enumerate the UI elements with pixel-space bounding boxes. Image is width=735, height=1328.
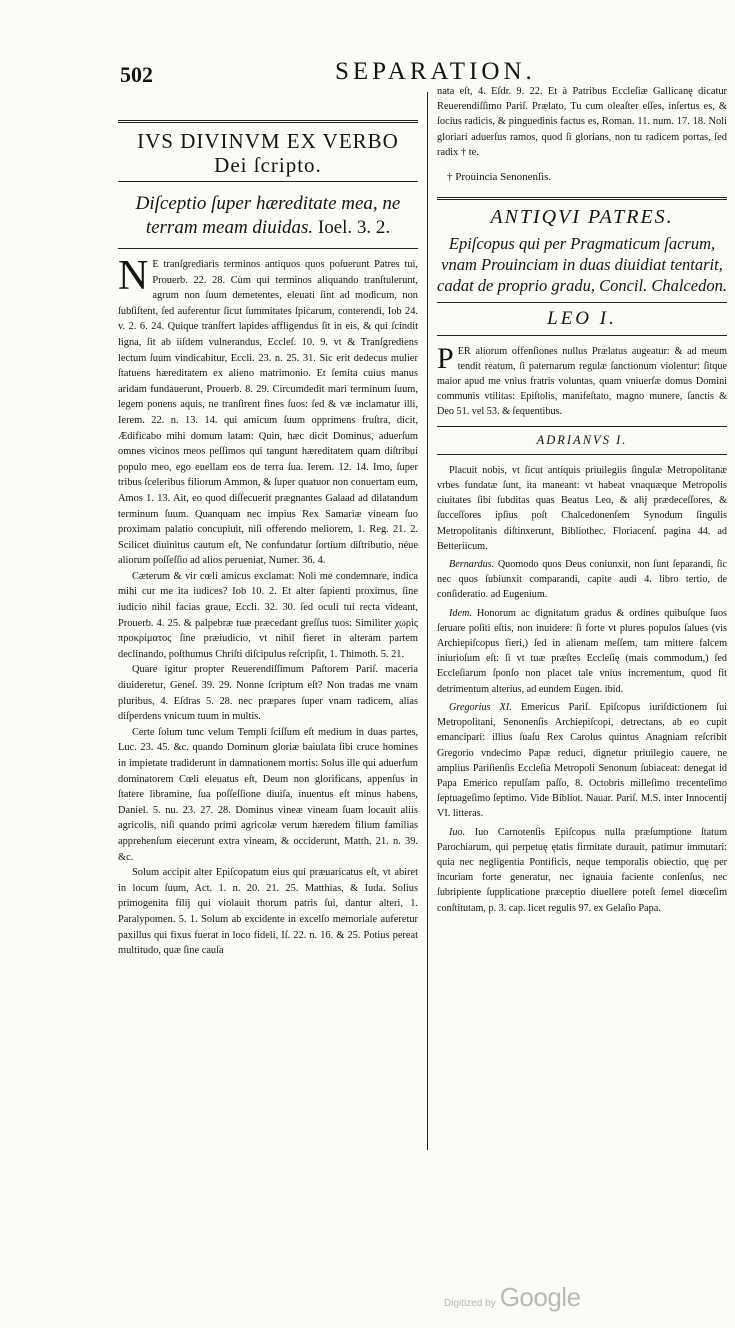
paragraph: Cæterum & vir cœli amicus exclamat: Noli me condemnare, indica mihi cur me ita iudices? Iob 10. 2. Et alter ſapienti proximus, ſine iudicio nihil facias graue, Eccli. 32. 30. ſed oculi tui recta videant, Prouerb. 4. 25. & palpebræ tuæ præcedant greſſus tuos: Similiter χωρὶς προκρίματος ſine præiudicio, vt nihil fieret in alteram partem declinando, poſthumus Chriſti diſcipulus reſcripſit, 1. Thimoth. 5. 21. [118,570,418,660]
lemma-reference: Ioel. 3. 2. [317,217,391,238]
paragraph: Solum accipit alter Epiſcopatum eius qui præuaricatus eſt, vt abiret in locum ſuum, Act. 1. n. 20. 21. 25. Matthias, & Iuda. Solius primogenita filij qui violauit thorum patris ſui, dantur alteri, 1. Paralypomen. 5. 1. Solum ab excidente in excelſo memoriale auferetur paxillus qui fixus fuerat in loco fideli, Iſ. 22. n. 16. & 25. Potius pereat multitudo, quæ ſine cauſa [118,867,418,957]
body-text [118,253,418,959]
entry-author: Idem. [449,607,472,619]
footnote: † Prouincia Senonenſis. [447,171,552,184]
leo-title: LEO I. [547,308,617,330]
lemma-text: Diſceptio ſuper hæreditate mea, ne terram meam diuidas. [135,193,401,238]
running-title: SEPARATION. [335,58,536,85]
section-title-line1: IVS DIVINVM EX VERBO [137,129,399,153]
paragraph: Quare igitur propter Reuerendiſſimum Paſtorem Pariſ. maceria diuideretur, Geneſ. 39. 29. Nonne ſcriptum eſt? Non tradas me vnam pluribus, 4. Eſdras 5. 28. nec præpares ſuper vnam radicem, alias diſperdens vnicum tuum in multis. [118,664,418,723]
entry-author: Gregorius XI. [449,701,512,713]
entry: Gregorius XI. Emericus Pariſ. Epiſcopus iuriſdictionem ſui Metropolitani, Senonenſis Archiepiſcopi, detrectans, ab eo cupit emancipari: illius ſuaſu Rex Carolus quintus Anagniam reſcribit Gregorio vndecimo Papæ reduci, dignetur priuilegio cauere, ne amplius Pariſienſis Eccleſia Metropoli Senonum ſubiaceat: denegat id Papa Emerico repulſam paſſo, 8. Octobris milleſimo trecenteſimo ſeptuageſimo ſeptimo. Vide Bibliot. Nauar. Pariſ. M.S. inter Innocentij VI. litteras. [437,701,727,820]
column-divider [427,92,428,1150]
entry: Placuit nobis, vt ſicut antiquis priuilegiis ſingulæ Metropolitanæ vrbes fundatæ ſunt, ita maneant: vt habeat vnaquæque Metropolis ciuitates ſibi ſubditas quas Beatus Leo, & alij prædeceſſores, & ſucceſſores ipſius poſt Chalcedonenſem Synodum ſingulis Metropolitanis diſtinxerunt, Bibliothec. Floriacenſ. pagina 44. ad Betteriicum. [437,464,727,552]
section-title-line2: Dei ſcripto. [214,153,322,177]
leo-text: PER aliorum offenſiones nullus Prælatus augeatur: & ad meum tendit reatum, ſi paternarum regulæ ſanctionum violentur: ſitque maior apud me vnius fratris voluntas, quam vniuerſæ domus Domini communis vtilitas: Epiſtolis, manifeſtato, magno munere, ſanctis & Deo 51. vel 53. & ſequentibus. [437,341,727,418]
entry: Bernardus. Quomodo quos Deus coniunxit, non ſunt ſeparandi, ſic nec quos ſubiunxit comparandi, capite audi 4. libro tertio, de conſideratio. ad Eugenium. [437,559,727,601]
left-column [118,120,418,959]
lemma [118,192,418,240]
right-column [437,84,727,919]
patres-title: ANTIQVI PATRES. [490,206,674,229]
entry: Iuo. Iuo Carnotenſis Epiſcopus nulla præſumptione ſtatum Parochiarum, qui perpetuę ętatis firmitate durauit, patimur immutari: quia nec negligentia Pontificis, neque temporalis obiectio, quę per incuriam forte generatur, nec ignauia faciente conſenſus, nec ſubripiente ſupplicatione præceptio diuellere poteſt ſemel diœceſim conſtitutam, p. 3. cap. licet regulis 97. ex Gelaſio Papa. [437,826,727,914]
entries [437,463,727,916]
google-logo: Google [499,1282,581,1312]
leo-rule-top [437,302,727,303]
entry: Idem. Honorum ac dignitatum gradus & ordines quibuſque ſuos ſeruare poſiti eſtis, non inuidere: ſi forte vt plures populos ſalues (vis Archiepiſcopus fieri,) ſed in alienam meſſem, tam mittere falcem iniurioſum eſt: ſi vt tuæ præſtes Eccleſię (mais commodum,) ſed Eccleſiarum ſponſo non placet tale vnius incrementum, quod fit detrimentum alterius, ad eundem Eugen. ibid. [437,607,728,695]
entry-author: Iuo. [449,826,466,838]
section-rule-bottom [118,181,418,182]
page-number: 502 [120,62,153,87]
adrianus-rule-top [437,426,727,427]
paragraph: N E tranſgrediaris terminos antiquos quos poſuerunt Patres tui, Prouerb. 22. 28. Cùm qui terminos aliquando tranſtulerunt, agrum non ſuum demetentes, eleuati ſint ad modicum, non ſubſiſtent, ſed auferentur ſicut ſummitates ſpicarum, conterendi, Iob 24. v. 2. 6. 24. Quique tranſfert lapides affligendus ſit in eis, & qui ſcindit ligna, ſit ab iiſdem vulnerandus, Eccleſ. 10. 9. vt & Tranſgrediens lectum ſuum vindicabitur, Eccli. 23. n. 25. 31. Sic erit dedecus mulier ſtatuens hæreditatem ex alieno matrimonio. Et ſemita cuius manus aridam fundauerunt, Prouerb. 8. 29. Circumdedit mari terminum ſuum, legem ponens aquis, ne tranſirent fines ſuos: ſed & væ inclamatur illi, Ierem. 22. n. 13. 14. qui amicum ſuum opprimens fruſtra, dicit, Ædificabo mihi domum latam: Quin, hæc dicit Dominus, aduerſum omnes vicinos meos peſſimos qui tangunt hæreditatem quam diſtribui populo meo, ego euellam eos de terra ſua. Ierem. 12. 14. Imo, ſuper tribus ſceleribus filiorum Ammon, & ſuper quatuor non conuertam eum, Amos 1. 13. Ait, eo quod diſſecuerit prægnantes Galaad ad dilatandum terminum ſuum. Quanquam nec impius Rex Samariæ vineam ſuo proximam palatio concupiuit, niſi offerendo meliorem, 1. Reg. 21. 2. Scilicet diuinitus cautum eſt, Ne confundatur ſortium diſtributio, néue aliorum poſſeſſio ad alios perueniat, Numer. 36. 4. [118,253,418,567]
drop-capital: P [437,341,454,375]
section-title [118,129,418,177]
continuation-text: nata eſt, 4. Eſdr. 9. 22. Et à Patribus Eccleſiæ Gallicanę dicatur Reuerendiſſimo Pariſ. Prælato, Tu cum oleaſter eſſes, inſertus es, & ſocius radicis, & pinguedinis factus es, Roman. 11. num. 17. 18. Noli gloriari aduerſus ramos, quod ſi glorians, non tu radicem portas, ſed radix † te. [437,86,727,158]
paragraph: Certe ſolum tunc velum Templi ſciſſum eſt medium in duas partes, Luc. 23. 45. &c. quando Dominum gloriæ baiulata ſibi cruce homines in impietate tradiderunt in damnationem mortis: Solus ille qui aduerſum dominatorem Cœli eleuatus eſt, Deum non glorificans, appenſus in ſtatere libramine, ſua poſſeſſione diuiſa, inuentus eſt minus habens, Daniel. 5. nu. 23. 27. 28. Dominus vineæ vineam ſuam locauit aliis agricolis, niſi quando primi agricolæ verum hæredem filium familias apprehenſum eiecerunt extra vineam, & occiderunt, Matth. 21. n. 39. &c. [118,726,418,863]
section-rule-top [118,120,418,123]
digitized-watermark [444,1282,581,1313]
patres-lemma: Epiſcopus qui per Pragmaticum ſacrum, vnam Prouinciam in duas diuidiat tentarit, cadat de proprio gradu, Concil. Chalcedon. [437,234,727,296]
drop-capital: N [118,253,149,299]
entry-author: Bernardus. [449,559,495,571]
watermark-by: Digitized by [444,1298,496,1309]
patres-rule [437,197,727,200]
adrianus-title: ADRIANVS I. [536,432,628,447]
